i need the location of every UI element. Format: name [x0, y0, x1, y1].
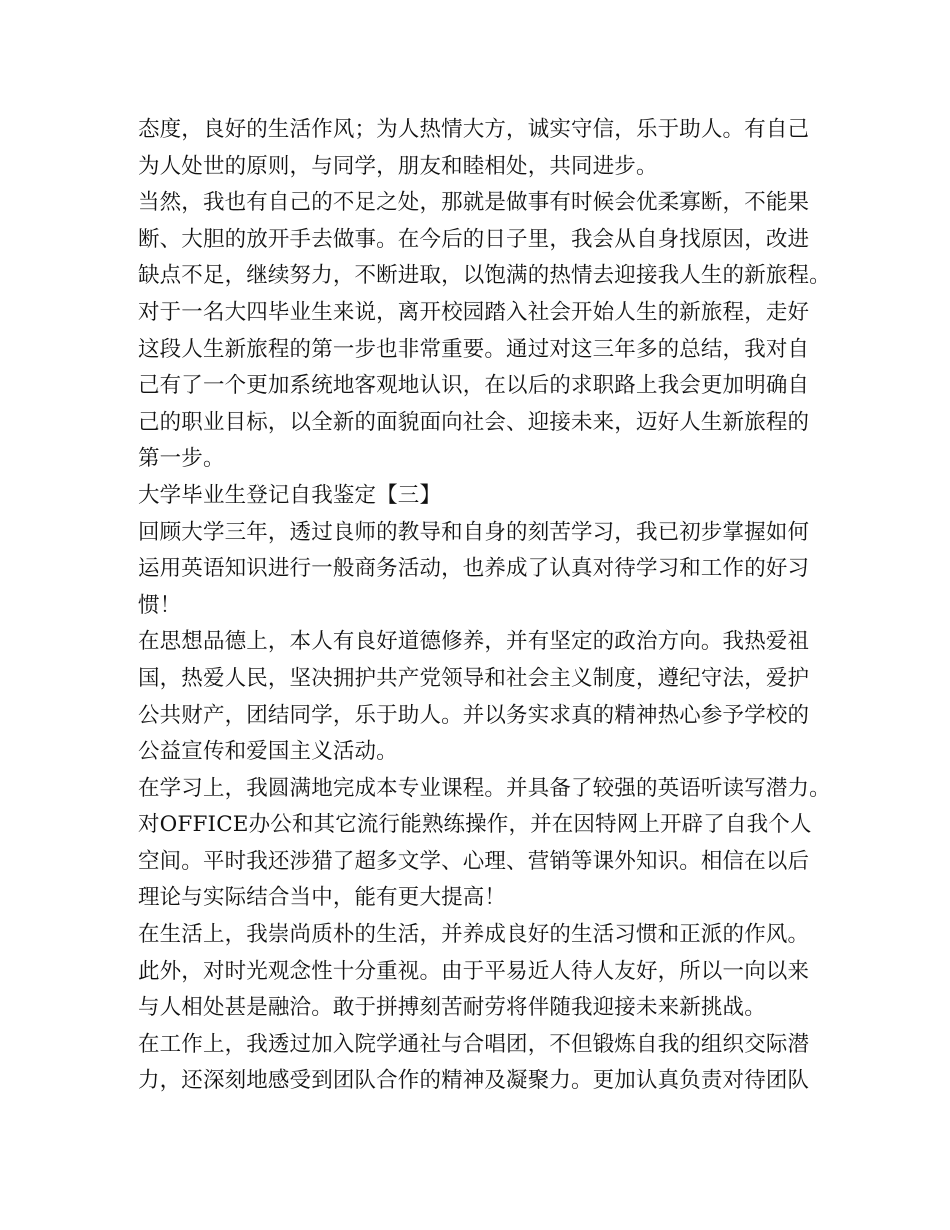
text-line: 在生活上，我崇尚质朴的生活，并养成良好的生活习惯和正派的作风。 — [138, 922, 810, 948]
text-line: 与人相处甚是融洽。敢于拼搏刻苦耐劳将伴随我迎接未来新挑战。 — [138, 995, 766, 1021]
text-line: 己有了一个更加系统地客观地认识，在以后的求职路上我会更加明确自 — [138, 373, 810, 399]
section-heading: 大学毕业生登记自我鉴定【三】 — [138, 482, 442, 508]
text-line: 态度，良好的生活作风；为人热情大方，诚实守信，乐于助人。有自己 — [138, 117, 810, 142]
text-line: 运用英语知识进行一般商务活动，也养成了认真对待学习和工作的好习 — [138, 556, 810, 582]
text-line: 这段人生新旅程的第一步也非常重要。通过对这三年多的总结，我对自 — [138, 336, 810, 362]
text-line: 对OFFICE办公和其它流行能熟练操作，并在因特网上开辟了自我个人 — [138, 812, 812, 838]
text-line: 此外，对时光观念性十分重视。由于平易近人待人友好，所以一向以来 — [138, 958, 810, 984]
text-line: 在工作上，我透过加入院学通社与合唱团，不但锻炼自我的组织交际潜 — [138, 1031, 810, 1057]
text-line: 当然，我也有自己的不足之处，那就是做事有时候会优柔寡断，不能果 — [138, 190, 810, 216]
text-line: 公益宣传和爱国主义活动。 — [138, 739, 398, 765]
text-line: 断、大胆的放开手去做事。在今后的日子里，我会从自身找原因，改进 — [138, 226, 810, 252]
text-line: 在学习上，我圆满地完成本专业课程。并具备了较强的英语听读写潜力。 — [138, 775, 831, 801]
text-line: 国，热爱人民，坚决拥护共产党领导和社会主义制度，遵纪守法，爱护 — [138, 665, 810, 691]
text-line: 理论与实际结合当中，能有更大提高！ — [138, 885, 507, 911]
text-line: 在思想品德上，本人有良好道德修养，并有坚定的政治方向。我热爱祖 — [138, 629, 810, 655]
text-line: 公共财产，团结同学，乐于助人。并以务实求真的精神热心参予学校的 — [138, 702, 810, 728]
text-line: 空间。平时我还涉猎了超多文学、心理、营销等课外知识。相信在以后 — [138, 848, 810, 874]
text-line: 己的职业目标，以全新的面貌面向社会、迎接未来，迈好人生新旅程的 — [138, 409, 810, 435]
text-line: 对于一名大四毕业生来说，离开校园踏入社会开始人生的新旅程，走好 — [138, 299, 810, 325]
text-line: 为人处世的原则，与同学，朋友和睦相处，共同进步。 — [138, 153, 658, 179]
text-line: 第一步。 — [138, 446, 225, 472]
document-body — [138, 112, 831, 1100]
text-line: 缺点不足，继续努力，不断进取，以饱满的热情去迎接我人生的新旅程。 — [138, 263, 831, 289]
text-line: 惯！ — [138, 592, 182, 618]
text-line: 回顾大学三年，透过良师的教导和自身的刻苦学习，我已初步掌握如何 — [138, 519, 810, 545]
text-line: 力，还深刻地感受到团队合作的精神及凝聚力。更加认真负责对待团队 — [138, 1068, 810, 1094]
